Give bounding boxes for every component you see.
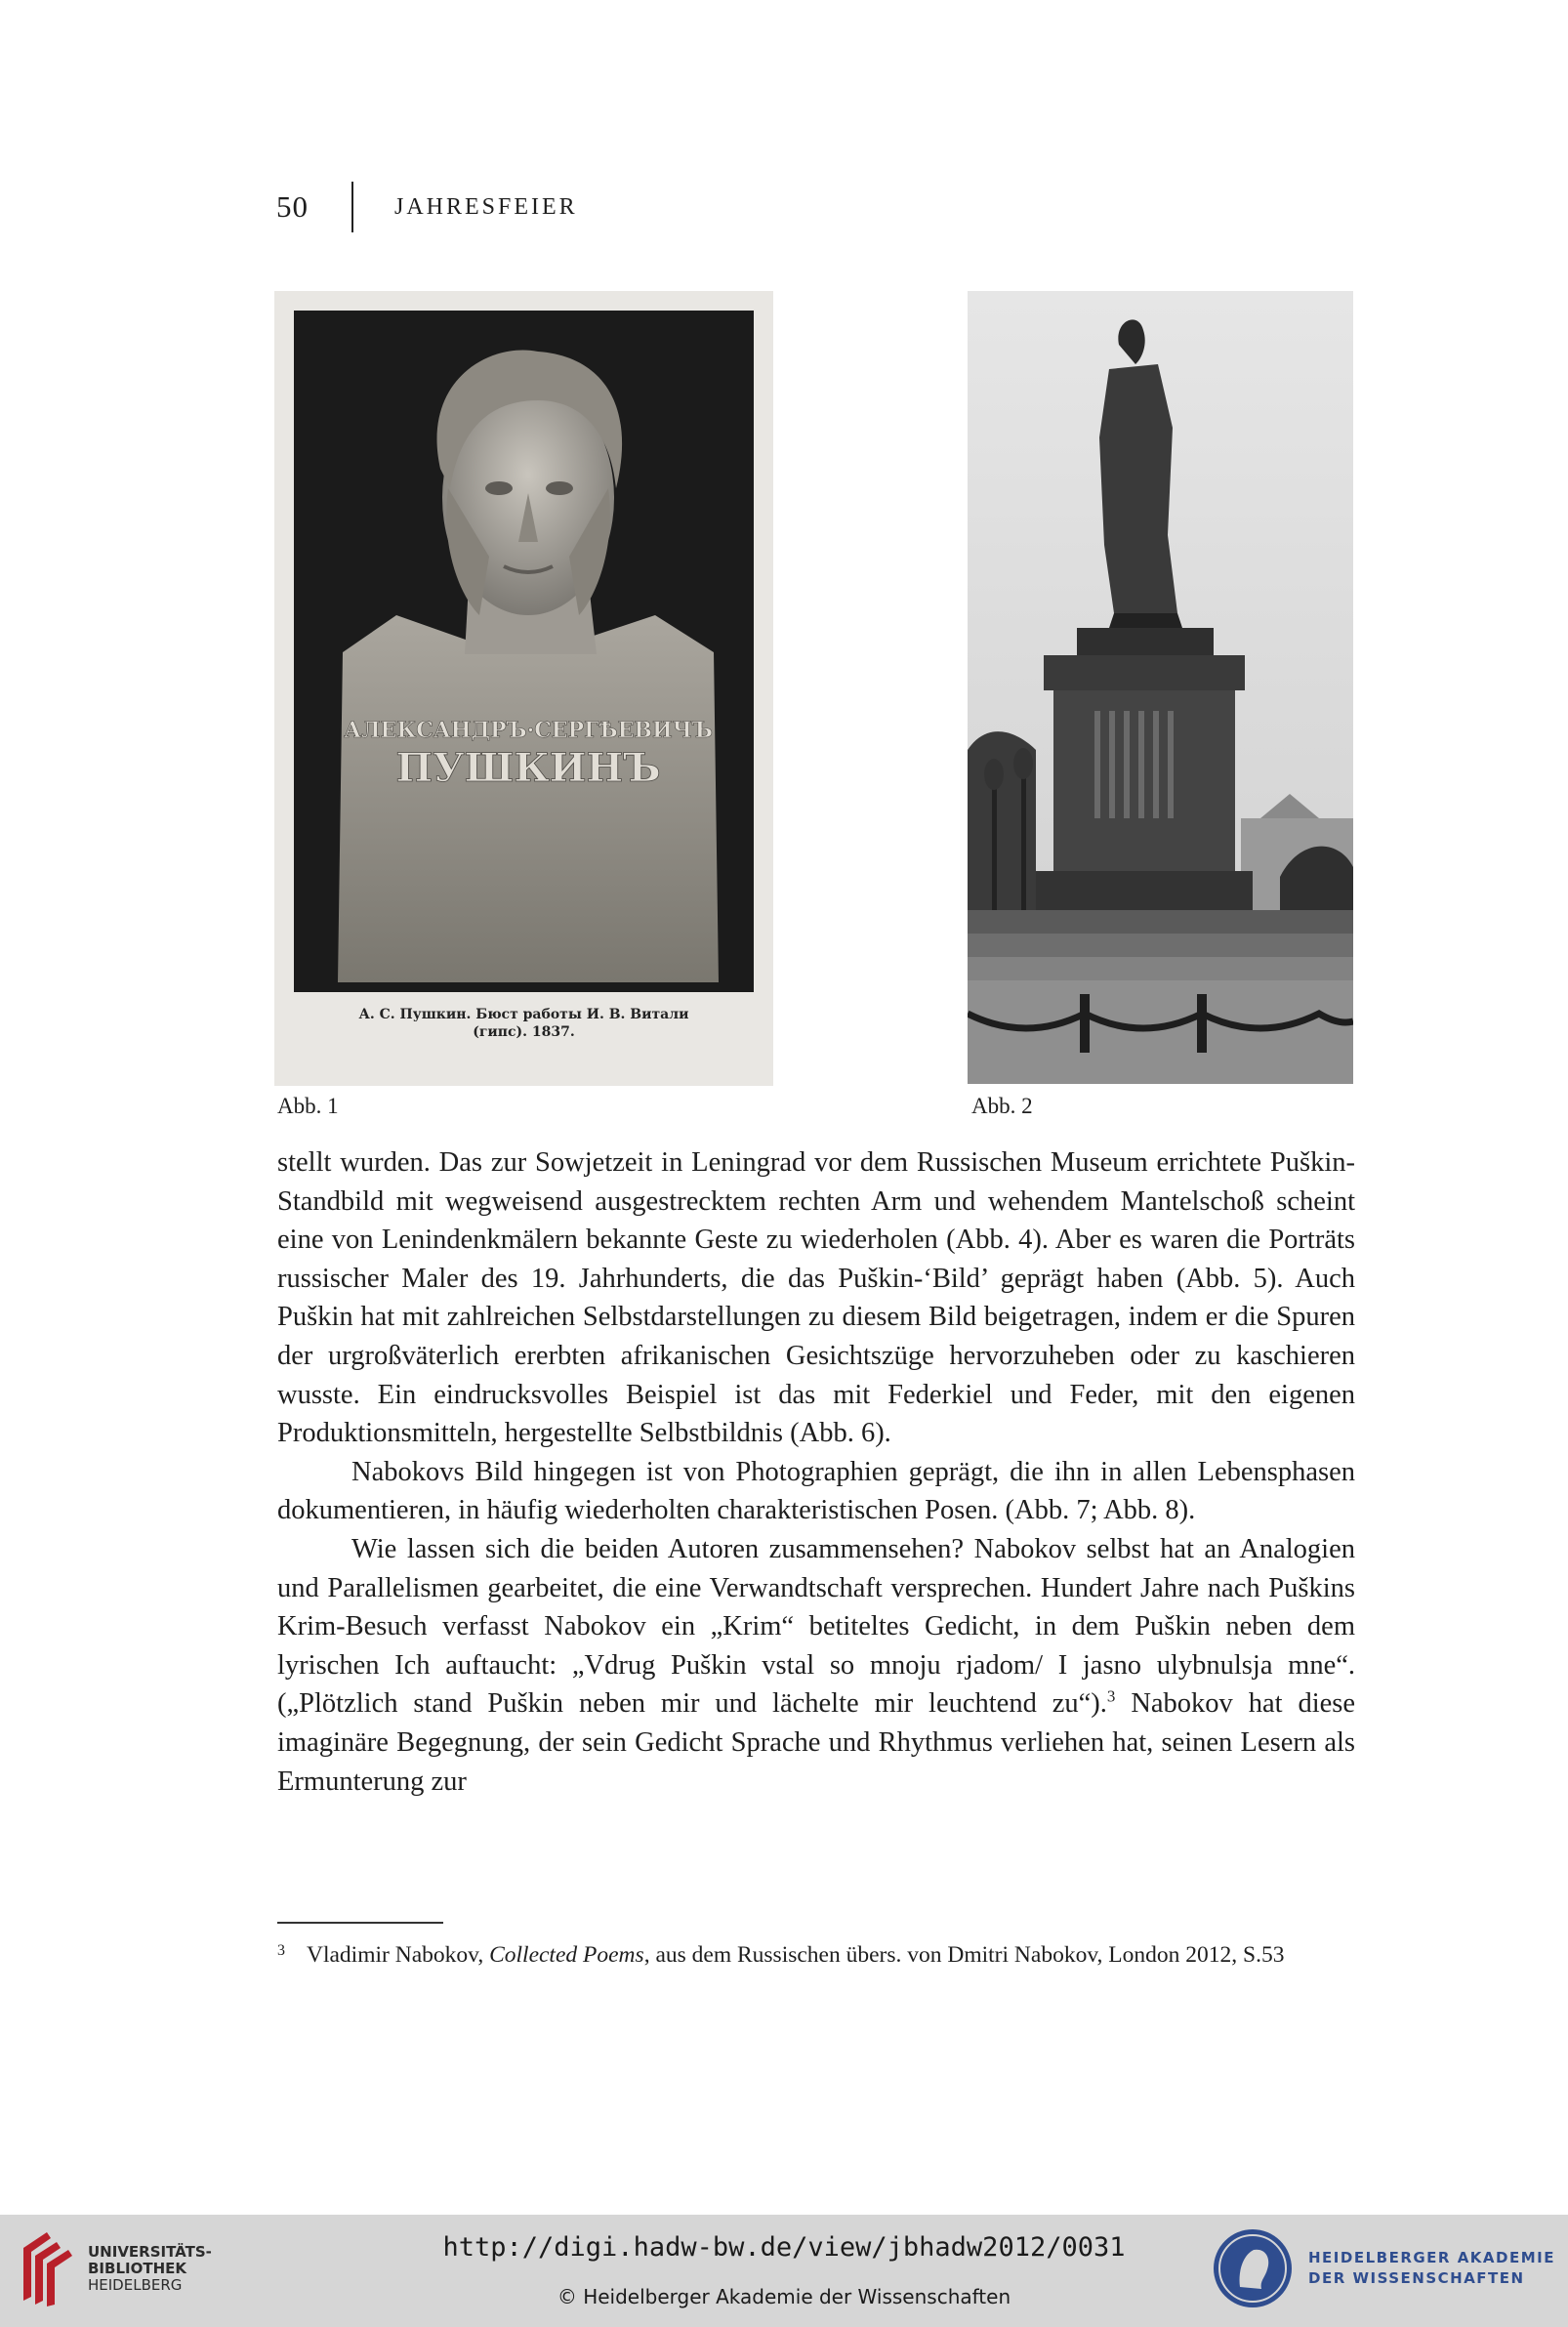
body-text bbox=[277, 1143, 1355, 1801]
footnote-reference: 3 bbox=[1106, 1686, 1116, 1706]
plinth-inscription-line2: ПУШКИНЪ bbox=[395, 745, 661, 791]
academy-logo[interactable] bbox=[1211, 2226, 1555, 2310]
bust-caption-line2: (гипс). 1837. bbox=[473, 1024, 575, 1040]
footnote-text bbox=[307, 1938, 1355, 1972]
paragraph-1: stellt wurden. Das zur Sowjetzeit in Leningrad vor dem Russischen Museum errichtete Puškin-Standbild mit wegweisend ausgestrecktem rechten Arm und wehendem Mantelschoß scheint eine von Lenindenkmälern bekannte Geste zu wiederholen (Abb. 4). Aber es waren die Porträts russischer Maler des 19. Jahrhunderts, die das Puškin-‘Bild’ geprägt haben (Abb. 5). Auch Puškin hat mit zahlreichen Selbstdarstellungen zu diesem Bild beigetragen, indem er die Spuren der urgroßväterlich ererbten afrikanischen Gesichtszüge hervorzuheben oder zu kaschieren wusste. Ein eindrucksvolles Beispiel ist das mit Federkiel und Feder, mit den eigenen Produktionsmitteln, hergestellte Selbstbildnis (Abb. 6). bbox=[277, 1147, 1355, 1449]
paragraph-3-part2: Nabokov hat diese imaginäre Begegnung, der sein Gedicht Sprache und Rhythmus verliehen hat, seinen Lesern als Ermunterung zur bbox=[277, 1688, 1356, 1797]
bust-photo-frame bbox=[294, 311, 754, 992]
plinth-inscription-line1: АЛЕКСАНДРЪ·СЕРГѢЕВИЧЪ bbox=[344, 718, 713, 743]
footnote bbox=[277, 1938, 1355, 1972]
footnote-separator bbox=[277, 1922, 443, 1924]
paragraph-3 bbox=[277, 1530, 1355, 1801]
running-title: JAHRESFEIER bbox=[394, 193, 578, 220]
running-head bbox=[276, 186, 578, 229]
academy-name-line1: HEIDELBERGER AKADEMIE bbox=[1308, 2249, 1555, 2266]
library-name-line1: UNIVERSITÄTS- bbox=[88, 2242, 212, 2261]
footnote-number: 3 bbox=[277, 1942, 285, 1959]
figure-1-label: Abb. 1 bbox=[277, 1094, 339, 1118]
library-name-line2: BIBLIOTHEK bbox=[88, 2259, 186, 2277]
bust-caption-line1: А. С. Пушкин. Бюст работы И. В. Витали bbox=[358, 1007, 689, 1022]
page-number: 50 bbox=[276, 189, 309, 224]
figure-2-monument-photo bbox=[968, 291, 1353, 1084]
footnote-rest: , aus dem Russischen übers. von Dmitri Nabokov, London 2012, S.53 bbox=[643, 1942, 1285, 1968]
document-url-link[interactable]: http://digi.hadw-bw.de/view/jbhadw2012/0031 bbox=[442, 2232, 1126, 2263]
academy-name-line2: DER WISSENSCHAFTEN bbox=[1308, 2269, 1525, 2287]
figure-1-bust-photo bbox=[274, 291, 773, 1086]
header-divider bbox=[351, 182, 353, 232]
paragraph-2: Nabokovs Bild hingegen ist von Photographien geprägt, die ihn in allen Lebensphasen dokumentieren, in häufig wiederholten charakteristischen Posen. (Abb. 7; Abb. 8). bbox=[277, 1456, 1355, 1526]
bust-illustration bbox=[304, 322, 744, 982]
footnote-title: Collected Poems bbox=[489, 1942, 644, 1968]
footnote-author: Vladimir Nabokov, bbox=[307, 1942, 490, 1968]
copyright-notice: © Heidelberger Akademie der Wissenschaften bbox=[557, 2285, 1011, 2308]
viewer-footer-bar bbox=[0, 2215, 1568, 2327]
academy-seal-icon bbox=[1211, 2226, 1295, 2310]
library-name-line3: HEIDELBERG bbox=[88, 2275, 183, 2294]
bust-photo-caption bbox=[274, 1006, 773, 1041]
paragraph-3-part1: Wie lassen sich die beiden Autoren zusammensehen? Nabokov selbst hat an Analogien und Parallelismen gearbeitet, die eine Verwandtschaft versprechen. Hundert Jahre nach Puškins Krim-Besuch verfasst Nabokov ein „Krim“ betiteltes Gedicht, in dem Puškin neben dem lyrischen Ich auftaucht: „Vdrug Puškin vstal so mnoju rjadom/ I jasno ulybnulsja mne“. („Plötzlich stand Puškin neben mir und lächelte mir leuchtend zu“). bbox=[277, 1533, 1355, 1720]
monument-illustration bbox=[968, 291, 1353, 1084]
figure-2-label: Abb. 2 bbox=[971, 1094, 1033, 1118]
